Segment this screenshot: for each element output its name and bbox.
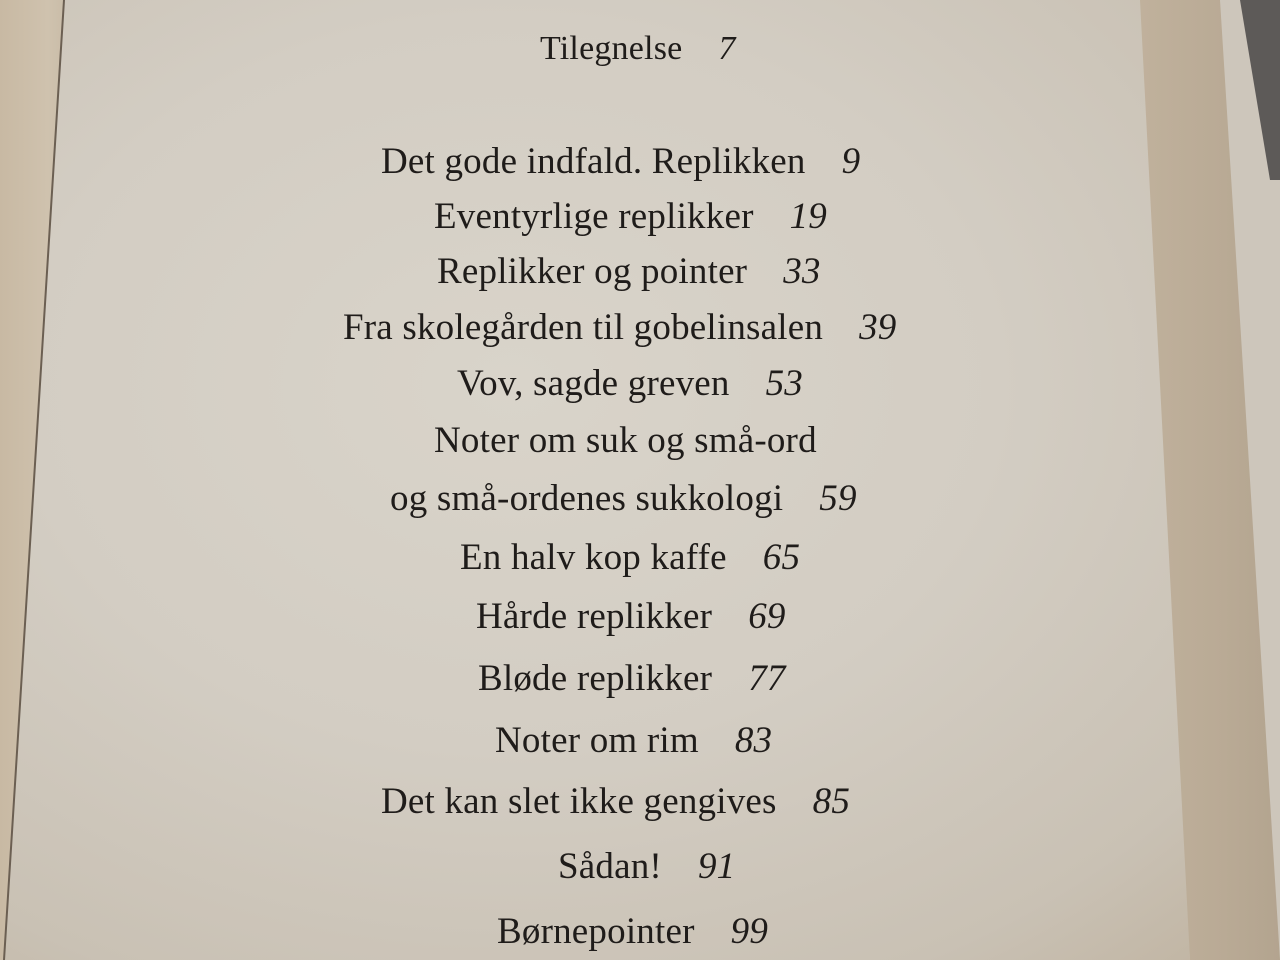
toc-entry-page: 59: [819, 478, 857, 519]
toc-entry-page: 19: [789, 196, 828, 237]
toc-entry-page: 9: [841, 141, 861, 182]
toc-entry-title: Vov, sagde greven: [457, 363, 730, 404]
toc-entry: [343, 306, 897, 349]
toc-entry: [476, 595, 786, 638]
toc-entry: [381, 140, 860, 183]
toc-entry-title: Noter om rim: [495, 720, 699, 761]
toc-entry: [434, 195, 827, 238]
toc-entry-page: 91: [697, 846, 736, 887]
toc-entry-title: Sådan!: [558, 846, 662, 887]
toc-entry-title: Bløde replikker: [478, 658, 713, 699]
toc-entry-page: 39: [859, 307, 897, 348]
toc-entry-title: Hårde replikker: [476, 596, 713, 637]
toc-entry-title: Det kan slet ikke gengives: [381, 781, 777, 822]
toc-entry-page: 77: [748, 658, 786, 699]
toc-entry-title: Fra skolegården til gobelinsalen: [343, 307, 824, 348]
toc-entry: [457, 362, 803, 405]
toc-entry-title: Eventyrlige replikker: [434, 196, 754, 237]
toc-entry-page: 33: [783, 251, 821, 292]
toc-entry-title: Det gode indfald. Replikken: [381, 141, 806, 182]
toc-entry-page: 99: [730, 911, 769, 952]
toc-entry: [437, 250, 821, 293]
toc-entry-title: Replikker og pointer: [437, 251, 748, 292]
toc-entry: [495, 719, 772, 762]
toc-entry-page: 69: [748, 596, 786, 637]
toc-entry-page: 7: [718, 30, 736, 67]
toc-entry: [497, 910, 768, 953]
toc-entry: [460, 536, 800, 579]
toc-entry-page: 53: [765, 363, 804, 404]
toc-entry-page: 83: [734, 720, 773, 761]
toc-entry-dedication: [540, 30, 736, 68]
toc-entry: [390, 477, 857, 520]
toc-entry-page: 65: [762, 537, 801, 578]
toc-entry: [434, 419, 817, 462]
toc-entry-title: En halv kop kaffe: [460, 537, 727, 578]
toc-entry-title: og små-ordenes sukkologi: [390, 478, 784, 519]
toc-entry-title: Noter om suk og små-ord: [434, 420, 817, 461]
toc-entry: [558, 845, 735, 888]
toc-entry-page: 85: [812, 781, 851, 822]
toc-entry: [381, 780, 850, 823]
toc-entry: [478, 657, 786, 700]
toc-entry-title: Børnepointer: [497, 911, 695, 952]
toc-entry-title: Tilegnelse: [540, 30, 683, 67]
